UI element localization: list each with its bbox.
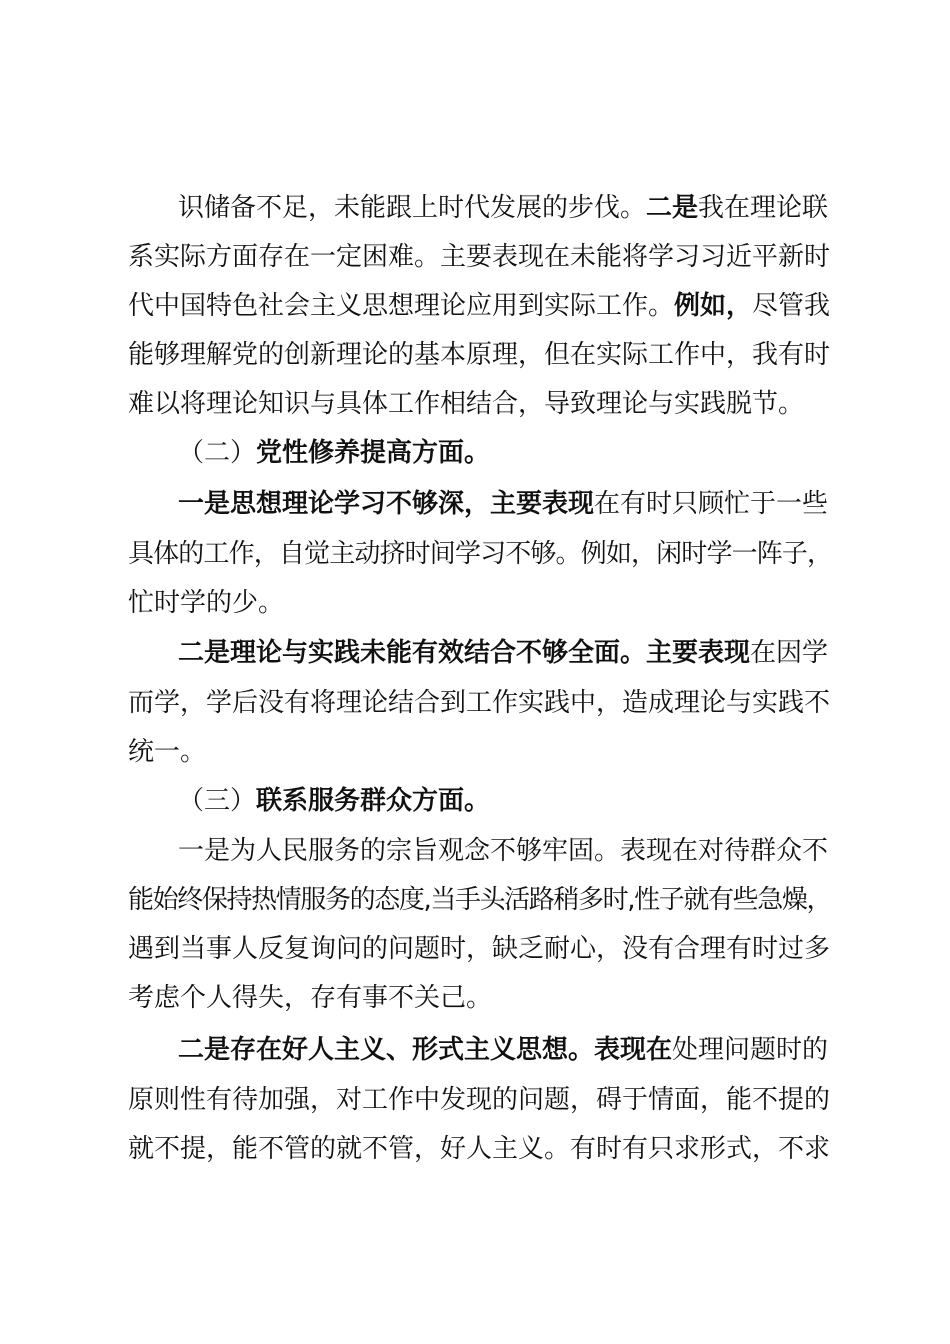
text-run: 难以将理论知识与具体工作相结合，导致理论与实践脱节。 bbox=[128, 389, 805, 419]
text-line bbox=[178, 484, 833, 524]
text-line bbox=[128, 286, 833, 326]
text-run: 考虑个人得失，存有事不关己。 bbox=[128, 983, 493, 1013]
text-run: 识储备不足，未能跟上时代发展的步伐。 bbox=[178, 193, 647, 223]
text-line bbox=[128, 534, 833, 574]
text-run: 就不提，能不管的就不管，好人主义。有时有只求形式，不求 bbox=[128, 1134, 831, 1164]
text-run-bold: 一是思想理论学习不够深，主要表现 bbox=[178, 489, 595, 519]
text-run-bold: 党性修养提高方面。 bbox=[256, 438, 491, 468]
text-run: 而学，学后没有将理论结合到工作实践中，造成理论与实践不 bbox=[128, 688, 831, 718]
text-run: 能够理解党的创新理论的基本原理，但在实际工作中，我有时 bbox=[128, 340, 831, 370]
text-run: 原则性有待加强，对工作中发现的问题，碍于情面，能不提的 bbox=[128, 1085, 831, 1115]
text-run: 能始终保持热情服务的态度,当手头活路稍多时,性子就有些急燥， bbox=[128, 885, 832, 915]
text-run: 处理问题时的 bbox=[672, 1035, 829, 1065]
text-line bbox=[178, 831, 833, 871]
text-run: （三） bbox=[178, 786, 257, 816]
text-run: 系实际方面存在一定困难。主要表现在未能将学习习近平新时 bbox=[128, 242, 831, 272]
text-run: 我在理论联 bbox=[698, 193, 829, 223]
text-run: 遇到当事人反复询问的问题时，缺乏耐心，没有合理有时过多 bbox=[128, 934, 831, 964]
text-line bbox=[178, 188, 833, 228]
text-line bbox=[128, 237, 833, 277]
text-line bbox=[128, 732, 833, 772]
text-line bbox=[128, 1080, 833, 1120]
text-run-bold: 二是理论与实践未能有效结合不够全面。主要表现 bbox=[178, 638, 751, 668]
text-run: 具体的工作，自觉主动挤时间学习不够。例如，闲时学一阵子， bbox=[128, 539, 833, 569]
text-run: 忙时学的少。 bbox=[128, 588, 285, 618]
text-line bbox=[178, 633, 833, 673]
text-run: 尽管我 bbox=[752, 291, 831, 321]
text-run: 代中国特色社会主义思想理论应用到实际工作。 bbox=[128, 291, 675, 321]
text-line bbox=[128, 978, 833, 1018]
text-run: （二） bbox=[178, 438, 257, 468]
text-line bbox=[128, 1129, 833, 1169]
text-run: 在有时只顾忙于一些 bbox=[594, 489, 829, 519]
text-line bbox=[128, 583, 833, 623]
text-run-bold: 二是 bbox=[646, 193, 699, 223]
text-line bbox=[178, 1030, 833, 1070]
text-run-bold: 二是存在好人主义、形式主义思想。表现在 bbox=[178, 1035, 673, 1065]
text-run: 统一。 bbox=[128, 737, 207, 767]
text-run-bold: 例如， bbox=[674, 291, 753, 321]
text-run-bold: 联系服务群众方面。 bbox=[256, 786, 491, 816]
text-line bbox=[128, 384, 833, 424]
text-line bbox=[128, 683, 833, 723]
section-heading bbox=[178, 781, 833, 821]
text-line bbox=[128, 929, 833, 969]
text-line bbox=[128, 880, 833, 920]
text-run: 在因学 bbox=[750, 638, 829, 668]
text-run: 一是为人民服务的宗旨观念不够牢固。表现在对待群众不 bbox=[178, 836, 829, 866]
section-heading bbox=[178, 433, 833, 473]
text-line bbox=[128, 335, 833, 375]
